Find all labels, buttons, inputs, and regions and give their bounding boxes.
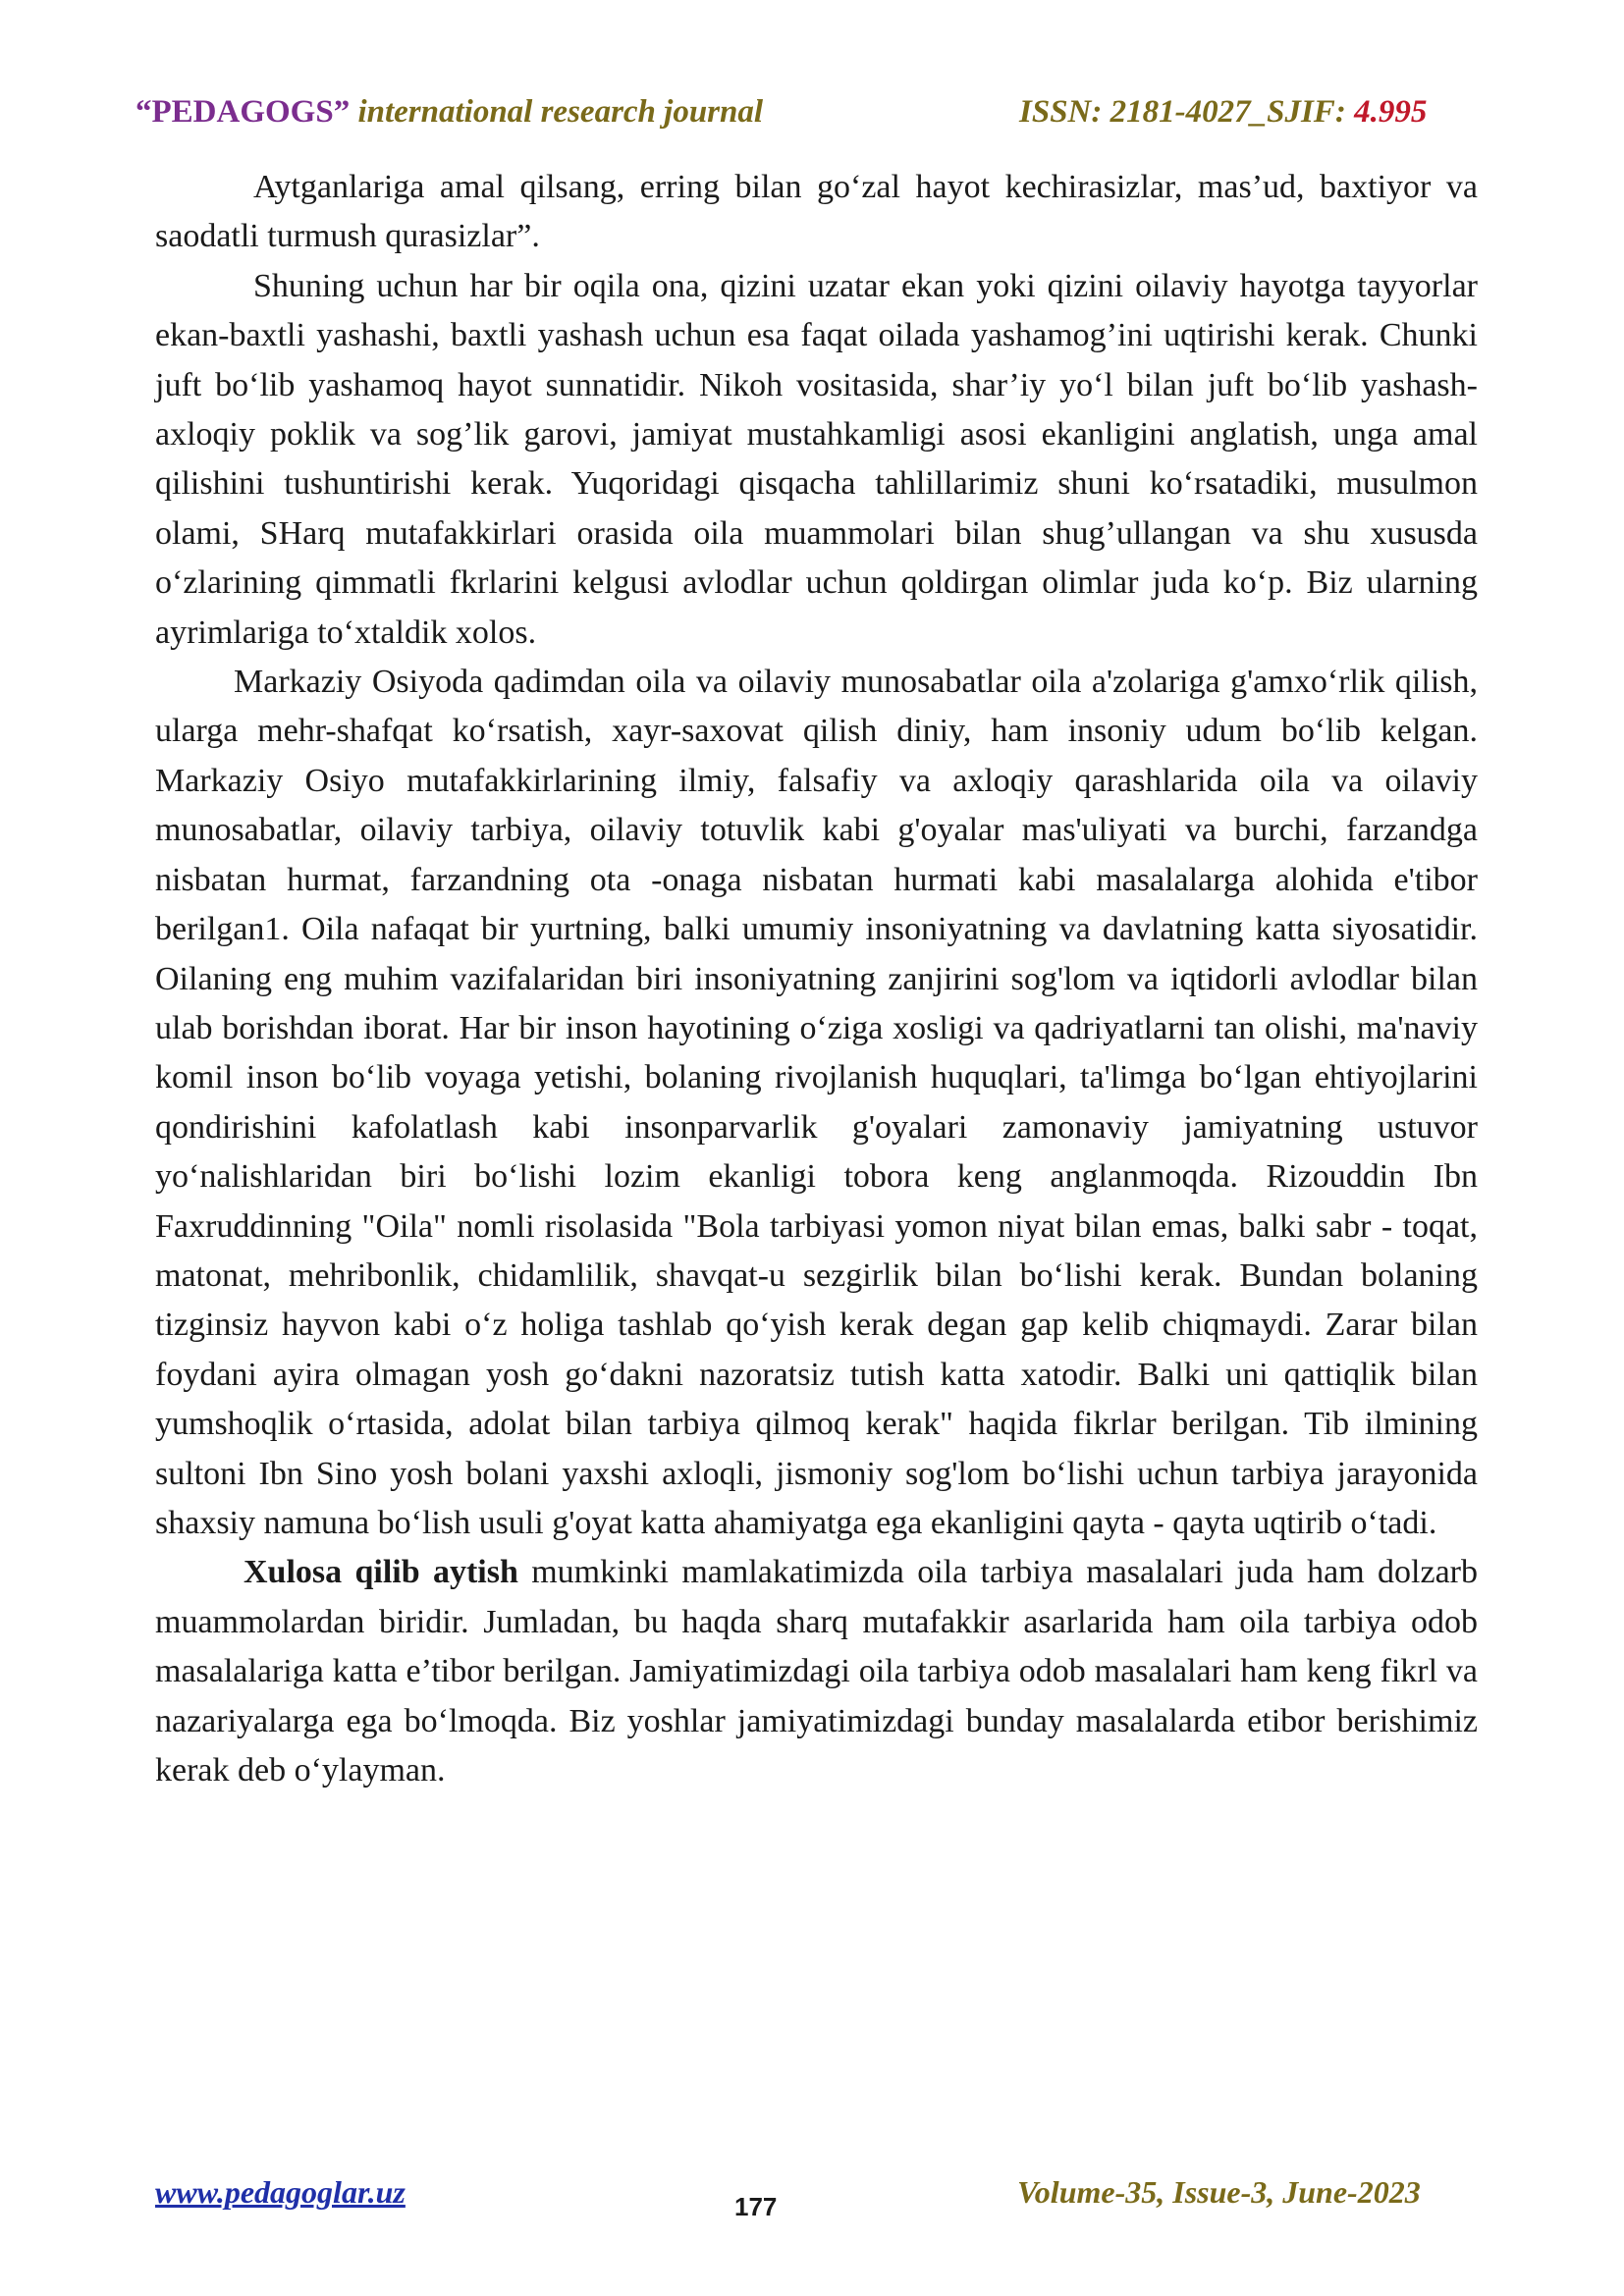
- article-body: [155, 163, 1478, 1795]
- website-link[interactable]: www.pedagoglar.uz: [155, 2174, 406, 2210]
- journal-subtitle: international research journal: [357, 94, 764, 130]
- conclusion-paragraph: [155, 1548, 1478, 1795]
- issn-label: ISSN: 2181-4027_SJIF:: [1019, 94, 1355, 130]
- journal-name: “PEDAGOGS”: [135, 94, 351, 130]
- sjif-value: 4.995: [1354, 94, 1428, 130]
- conclusion-text: mumkinki mamlakatimizda oila tarbiya masalalari juda ham dolzarb muammolardan biridir. Jumladan, bu haqda sharq mutafakkir asarlarida ham oila tarbiya odob masalalariga katta e’tibor berilgan. Jamiyatimizdagi oila tarbiya odob masalalari ham keng fikrl va nazariyalarga ega bo‘lmoqda. Biz yoshlar jamiyatimizdagi bunday masalalarda etibor berishimiz kerak deb o‘ylayman.: [155, 1554, 1478, 1789]
- issn-sjif: [1019, 94, 1427, 131]
- page-number: 177: [734, 2192, 778, 2221]
- paragraph: Markaziy Osiyoda qadimdan oila va oilaviy munosabatlar oila a'zolariga g'amxo‘rlik qilish, ularga mehr-shafqat ko‘rsatish, xayr-saxovat qilish diniy, ham insoniy udum bo‘lib kelgan. Markaziy Osiyo mutafakkirlarining ilmiy, falsafiy va axloqiy qarashlarida oila va oilaviy munosabatlar, oilaviy tarbiya, oilaviy totuvlik kabi g'oyalar mas'uliyati va burchi, farzandga nisbatan hurmat, farzandning ota -onaga nisbatan hurmati kabi masalalarga alohida e'tibor berilgan1. Oila nafaqat bir yurtning, balki umumiy insoniyatning va davlatning katta siyosatidir. Oilaning eng muhim vazifalaridan biri insoniyatning zanjirini sog'lom va iqtidorli avlodlar bilan ulab borishdan iborat. Har bir inson hayotining o‘ziga xosligi va qadriyatlarni tan olishi, ma'naviy komil inson bo‘lib voyaga yetishi, bolaning rivojlanish huquqlari, ta'limga bo‘lgan ehtiyojlarini qondirishini kafolatlash kabi insonparvarlik g'oyalari zamonaviy jamiyatning ustuvor yo‘nalishlaridan biri bo‘lishi lozim ekanligi tobora keng anglanmoqda. Rizouddin Ibn Faxruddinning "Oila" nomli risolasida "Bola tarbiyasi yomon niyat bilan emas, balki sabr - toqat, matonat, mehribonlik, chidamlilik, shavqat-u sezgirlik bilan bo‘lishi kerak. Bundan bolaning tizginsiz hayvon kabi o‘z holiga tashlab qo‘yish kerak degan gap kelib chiqmaydi. Zarar bilan foydani ayira olmagan yosh go‘dakni nazoratsiz tutish katta xatodir. Balki uni qattiqlik bilan yumshoqlik o‘rtasida, adolat bilan tarbiya qilmoq kerak" haqida fikrlar berilgan. Tib ilmining sultoni Ibn Sino yosh bolani yaxshi axloqli, jismoniy sog'lom bo‘lishi uchun tarbiya jarayonida shaxsiy namuna bo‘lish usuli g'oyat katta ahamiyatga ega ekanligini qayta - qayta uqtirib o‘tadi.: [155, 664, 1478, 1541]
- paragraph: Shuning uchun har bir oqila ona, qizini uzatar ekan yoki qizini oilaviy hayotga tayyorlar ekan-baxtli yashashi, baxtli yashash uchun esa faqat oilada yashamog’ini uqtirishi kerak. Chunki juft bo‘lib yashamoq hayot sunnatidir. Nikoh vositasida, shar’iy yo‘l bilan juft bo‘lib yashash- axloqiy poklik va sog’lik garovi, jamiyat mustahkamligi asosi ekanligini anglatish, unga amal qilishini tushuntirishi kerak. Yuqoridagi qisqacha tahlillarimiz shuni ko‘rsatadiki, musulmon olami, SHarq mutafakkirlari orasida oila muammolari bilan shug’ullangan va shu xususda o‘zlarining qimmatli fkrlarini kelgusi avlodlar uchun qoldirgan olimlar juda ko‘p. Biz ularning ayrimlariga to‘xtaldik xolos.: [155, 267, 1478, 651]
- paragraph: Aytganlariga amal qilsang, erring bilan go‘zal hayot kechirasizlar, mas’ud, baxtiyor va saodatli turmush qurasizlar”.: [155, 169, 1478, 255]
- journal-title: [135, 94, 763, 131]
- conclusion-lead: Xulosa qilib aytish: [244, 1554, 518, 1591]
- page-header: [0, 94, 1624, 141]
- page-footer: [0, 2174, 1624, 2233]
- volume-issue: Volume-35, Issue-3, June-2023: [1017, 2174, 1421, 2210]
